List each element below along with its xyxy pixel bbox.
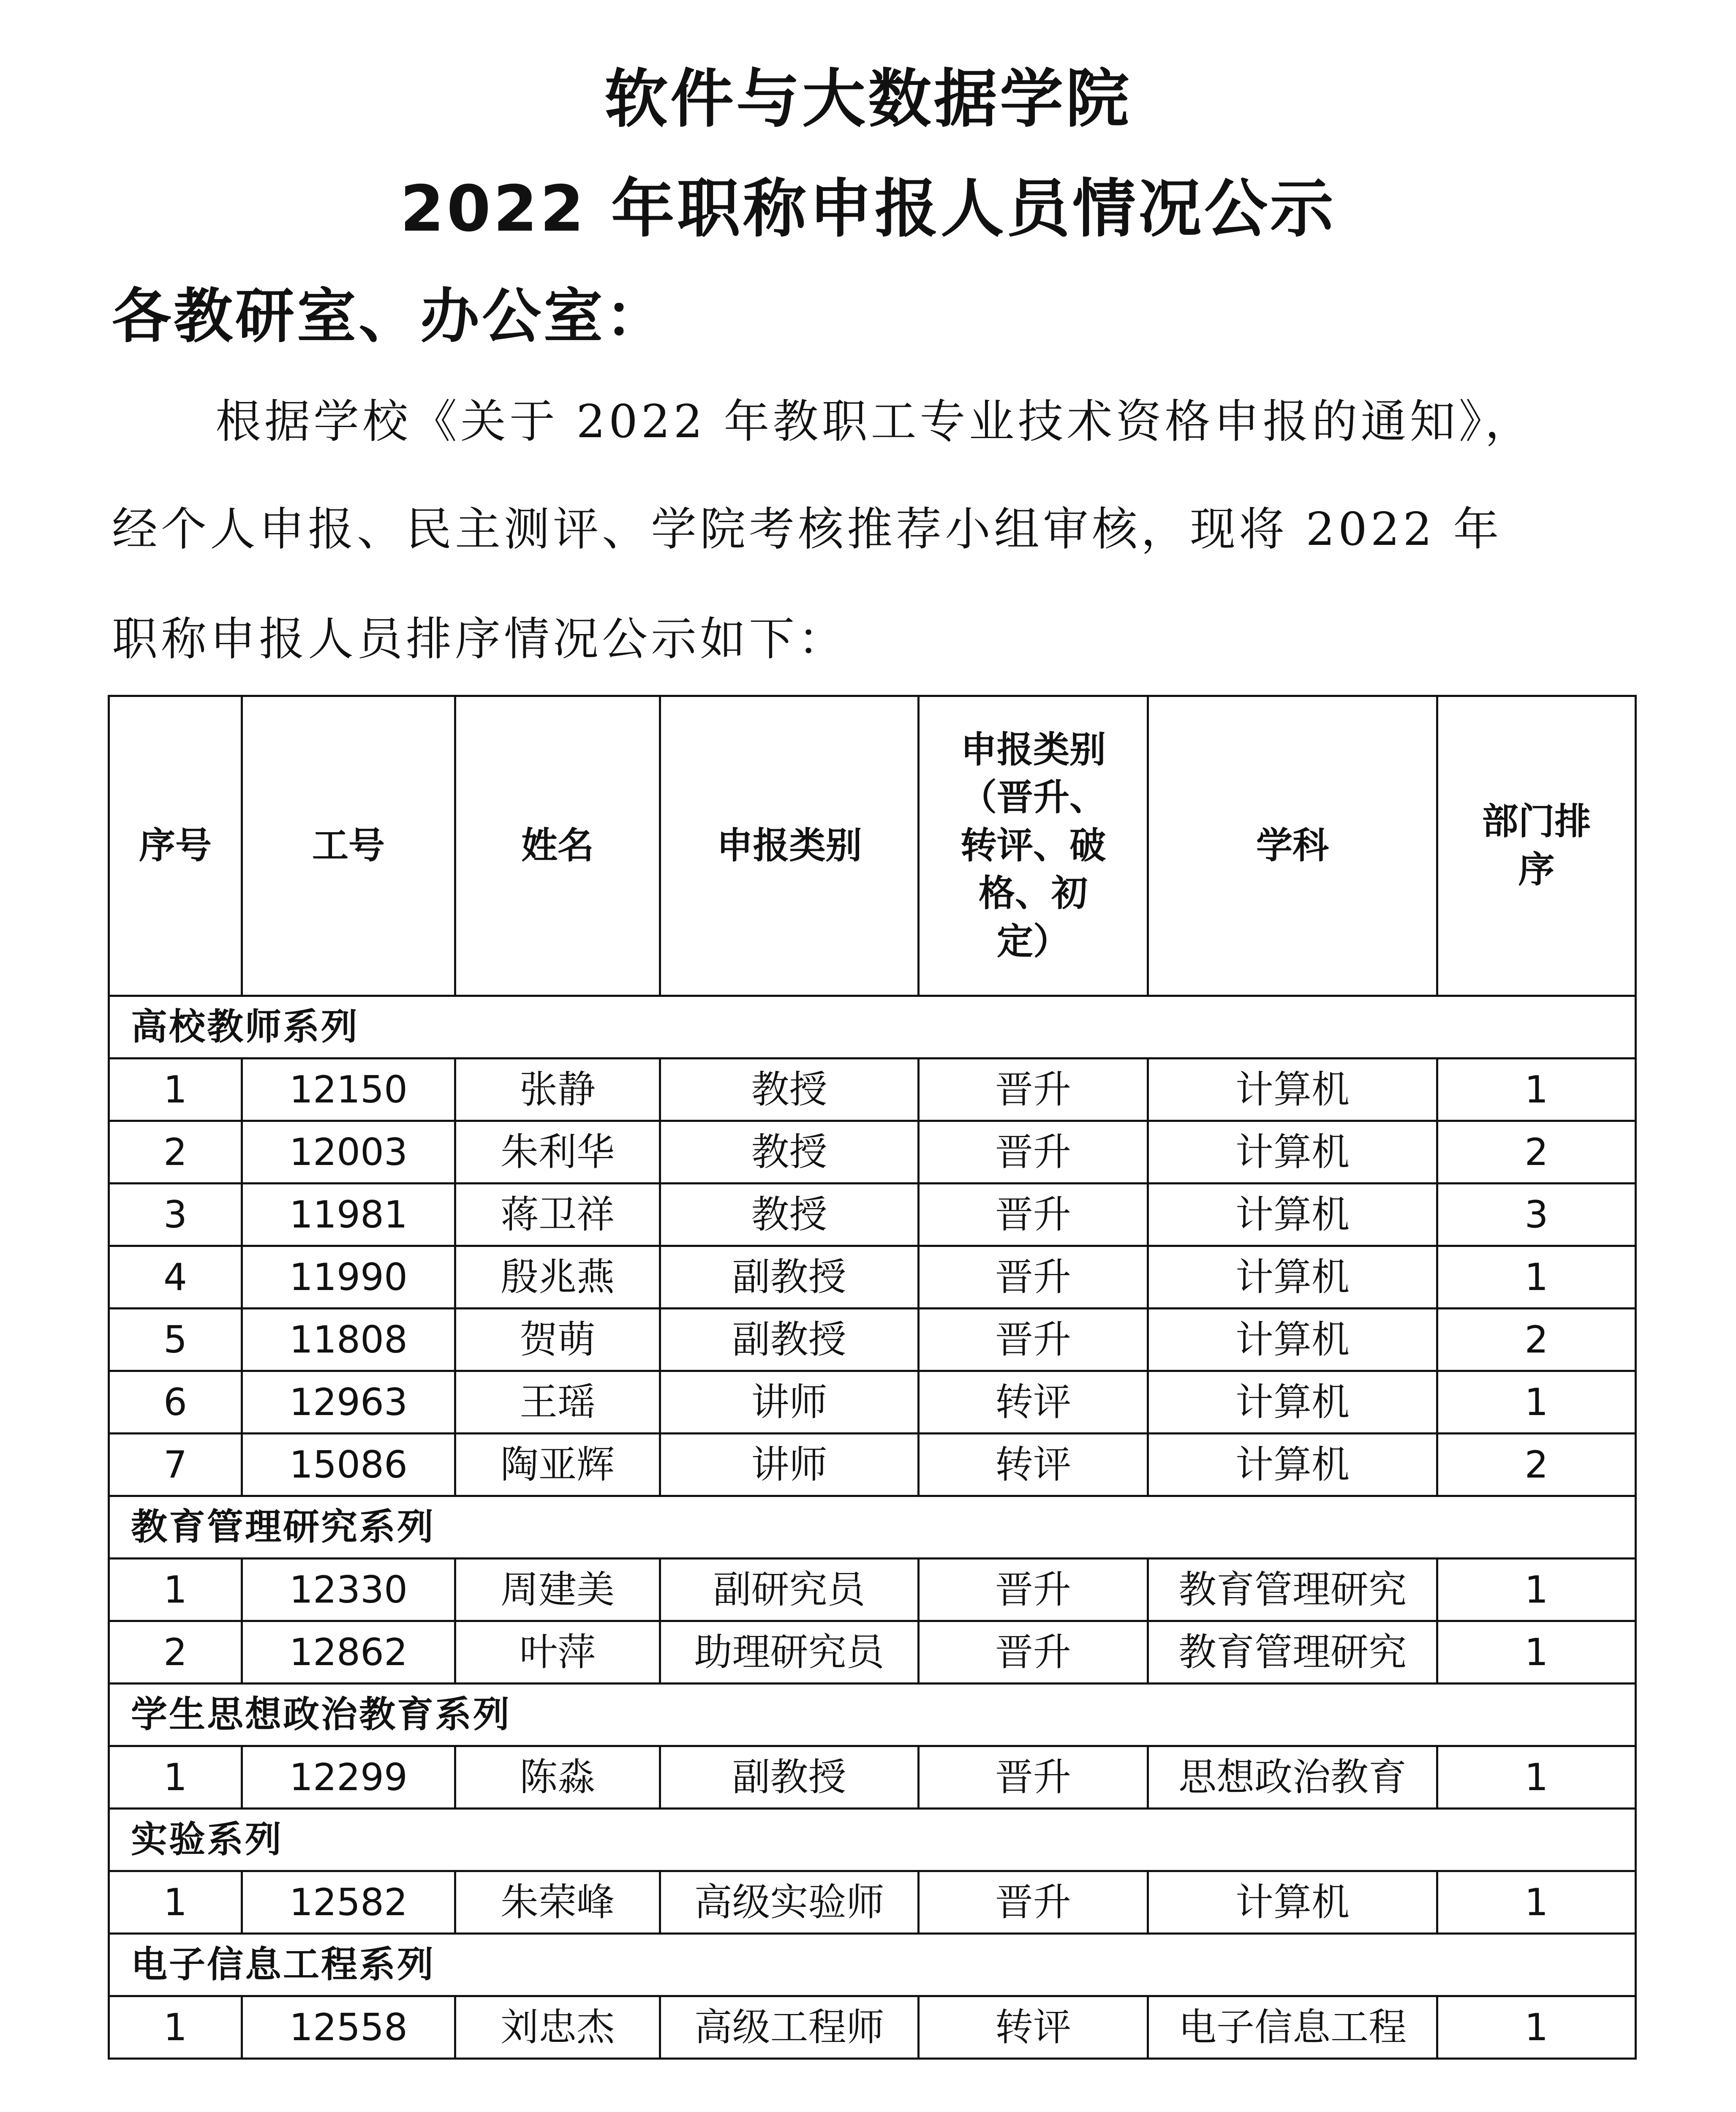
cell-name: 朱利华 (455, 1121, 660, 1184)
header-type-line: 格、初 (979, 872, 1088, 915)
cell-name: 刘忠杰 (455, 1996, 660, 2059)
cell-name: 殷兆燕 (455, 1246, 660, 1309)
cell-category: 副教授 (660, 1746, 919, 1809)
section-row (109, 1934, 1636, 1996)
header-category: 申报类别 (660, 696, 919, 996)
header-name: 姓名 (455, 696, 660, 996)
cell-name: 蒋卫祥 (455, 1184, 660, 1246)
cell-rank: 1 (1437, 1621, 1636, 1684)
cell-id: 12330 (242, 1559, 455, 1621)
header-discipline: 学科 (1148, 696, 1437, 996)
header-type-line: 转评、破 (961, 824, 1106, 867)
cell-rank: 2 (1437, 1434, 1636, 1496)
cell-seq: 2 (109, 1621, 242, 1684)
cell-name: 陶亚辉 (455, 1434, 660, 1496)
cell-rank: 1 (1437, 1371, 1636, 1434)
section-row (109, 1684, 1636, 1746)
cell-category: 助理研究员 (660, 1621, 919, 1684)
header-id: 工号 (242, 696, 455, 996)
table-row (109, 1371, 1636, 1434)
table-row (109, 1871, 1636, 1934)
cell-discipline: 计算机 (1148, 1121, 1437, 1184)
cell-rank: 1 (1437, 1246, 1636, 1309)
cell-type: 晋升 (919, 1184, 1148, 1246)
cell-discipline: 计算机 (1148, 1371, 1437, 1434)
section-row (109, 1809, 1636, 1871)
cell-category: 讲师 (660, 1371, 919, 1434)
cell-discipline: 计算机 (1148, 1434, 1437, 1496)
cell-rank: 1 (1437, 1059, 1636, 1121)
cell-rank: 1 (1437, 1996, 1636, 2059)
section-title: 学生思想政治教育系列 (109, 1684, 1636, 1746)
intro-paragraph-line-1: 根据学校《关于 2022 年教职工专业技术资格申报的通知》， (215, 395, 1534, 448)
cell-discipline: 计算机 (1148, 1246, 1437, 1309)
table-body (109, 996, 1636, 2059)
table-row (109, 1621, 1636, 1684)
cell-category: 高级工程师 (660, 1996, 919, 2059)
section-title: 教育管理研究系列 (109, 1496, 1636, 1559)
cell-type: 晋升 (919, 1309, 1148, 1371)
section-row (109, 996, 1636, 1059)
cell-category: 副教授 (660, 1246, 919, 1309)
cell-seq: 1 (109, 1871, 242, 1934)
cell-type: 晋升 (919, 1621, 1148, 1684)
cell-type: 转评 (919, 1371, 1148, 1434)
cell-id: 12299 (242, 1746, 455, 1809)
intro-paragraph-line-3: 职称申报人员排序情况公示如下： (112, 613, 847, 666)
table-row (109, 1121, 1636, 1184)
cell-name: 周建美 (455, 1559, 660, 1621)
section-title: 高校教师系列 (109, 996, 1636, 1059)
cell-rank: 1 (1437, 1559, 1636, 1621)
applicants-table (108, 695, 1637, 2060)
cell-category: 副教授 (660, 1309, 919, 1371)
cell-discipline: 计算机 (1148, 1309, 1437, 1371)
cell-seq: 1 (109, 1746, 242, 1809)
cell-seq: 1 (109, 1996, 242, 2059)
cell-category: 高级实验师 (660, 1871, 919, 1934)
cell-discipline: 教育管理研究 (1148, 1559, 1437, 1621)
cell-type: 晋升 (919, 1746, 1148, 1809)
cell-rank: 2 (1437, 1121, 1636, 1184)
cell-seq: 2 (109, 1121, 242, 1184)
header-rank (1437, 696, 1636, 996)
cell-id: 12558 (242, 1996, 455, 2059)
header-rank-line: 序 (1518, 848, 1555, 891)
cell-seq: 6 (109, 1371, 242, 1434)
cell-discipline: 思想政治教育 (1148, 1746, 1437, 1809)
cell-category: 教授 (660, 1121, 919, 1184)
cell-discipline: 计算机 (1148, 1184, 1437, 1246)
table-row (109, 1184, 1636, 1246)
cell-id: 12150 (242, 1059, 455, 1121)
cell-discipline: 计算机 (1148, 1871, 1437, 1934)
cell-name: 贺萌 (455, 1309, 660, 1371)
table-row (109, 1434, 1636, 1496)
cell-rank: 1 (1437, 1746, 1636, 1809)
cell-id: 11990 (242, 1246, 455, 1309)
header-type-line: 定） (997, 920, 1069, 963)
cell-seq: 4 (109, 1246, 242, 1309)
cell-category: 教授 (660, 1184, 919, 1246)
cell-id: 11808 (242, 1309, 455, 1371)
cell-seq: 1 (109, 1559, 242, 1621)
cell-type: 晋升 (919, 1246, 1148, 1309)
cell-id: 12963 (242, 1371, 455, 1434)
cell-id: 15086 (242, 1434, 455, 1496)
table-row (109, 1309, 1636, 1371)
cell-discipline: 计算机 (1148, 1059, 1437, 1121)
cell-type: 晋升 (919, 1121, 1148, 1184)
cell-seq: 3 (109, 1184, 242, 1246)
cell-seq: 7 (109, 1434, 242, 1496)
cell-rank: 1 (1437, 1871, 1636, 1934)
cell-name: 朱荣峰 (455, 1871, 660, 1934)
cell-id: 12862 (242, 1621, 455, 1684)
cell-id: 12003 (242, 1121, 455, 1184)
salutation: 各教研室、办公室： (112, 282, 667, 351)
table-row (109, 1996, 1636, 2059)
table-row (109, 1559, 1636, 1621)
cell-rank: 2 (1437, 1309, 1636, 1371)
cell-discipline: 教育管理研究 (1148, 1621, 1437, 1684)
cell-seq: 5 (109, 1309, 242, 1371)
table-row (109, 1246, 1636, 1309)
table-row (109, 1746, 1636, 1809)
cell-name: 张静 (455, 1059, 660, 1121)
cell-type: 晋升 (919, 1059, 1148, 1121)
cell-category: 讲师 (660, 1434, 919, 1496)
section-row (109, 1496, 1636, 1559)
header-rank-line: 部门排 (1482, 800, 1591, 843)
cell-type: 转评 (919, 1996, 1148, 2059)
cell-name: 叶萍 (455, 1621, 660, 1684)
header-type-line: （晋升、 (961, 776, 1106, 819)
header-type (919, 696, 1148, 996)
cell-type: 晋升 (919, 1871, 1148, 1934)
cell-discipline: 电子信息工程 (1148, 1996, 1437, 2059)
cell-category: 教授 (660, 1059, 919, 1121)
cell-type: 转评 (919, 1434, 1148, 1496)
cell-type: 晋升 (919, 1559, 1148, 1621)
header-type-line: 申报类别 (961, 728, 1106, 771)
table-header-row (109, 696, 1636, 996)
intro-paragraph-line-2: 经个人申报、民主测评、学院考核推荐小组审核，现将 2022 年 (112, 503, 1502, 556)
section-title: 电子信息工程系列 (109, 1934, 1636, 1996)
cell-id: 11981 (242, 1184, 455, 1246)
cell-id: 12582 (242, 1871, 455, 1934)
header-seq: 序号 (109, 696, 242, 996)
cell-category: 副研究员 (660, 1559, 919, 1621)
cell-rank: 3 (1437, 1184, 1636, 1246)
cell-seq: 1 (109, 1059, 242, 1121)
section-title: 实验系列 (109, 1809, 1636, 1871)
table-row (109, 1059, 1636, 1121)
document-title: 软件与大数据学院 (604, 63, 1132, 136)
cell-name: 王瑶 (455, 1371, 660, 1434)
document-subtitle: 2022 年职称申报人员情况公示 (400, 172, 1336, 246)
cell-name: 陈淼 (455, 1746, 660, 1809)
